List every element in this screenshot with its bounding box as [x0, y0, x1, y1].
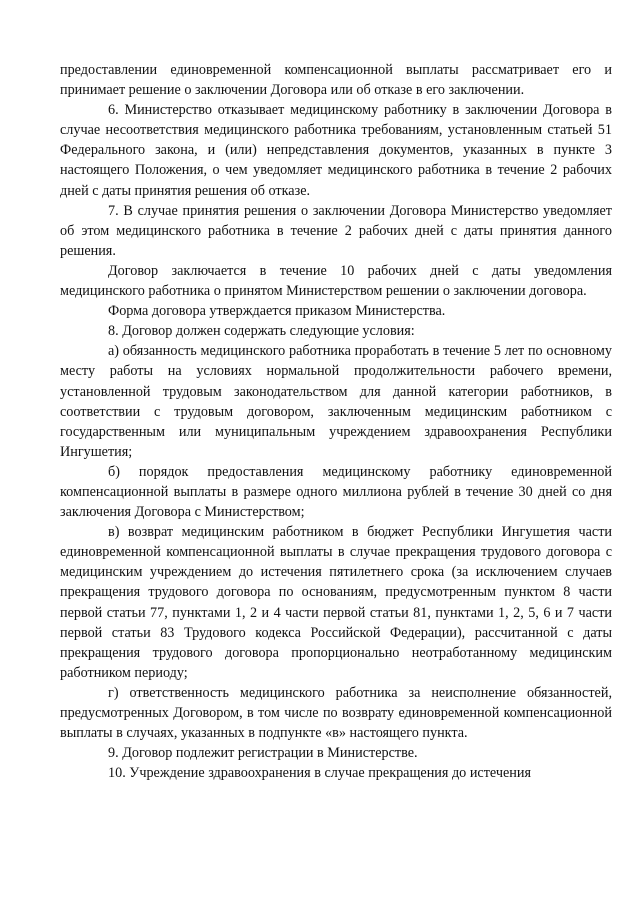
paragraph-continuation: предоставлении единовременной компенсационной выплаты рассматривает его и принимает решение о заключении Договора или об отказе в его заключении.: [60, 62, 612, 99]
document-body: [60, 60, 612, 783]
condition-b: б) порядок предоставления медицинскому работнику единовременной компенсационной выплаты в размере одного миллиона рублей в течение 30 дней со дня заключения Договора с Министерством;: [60, 463, 612, 521]
paragraph-7-notification: 7. В случае принятия решения о заключении Договора Министерство уведомляет об этом медицинского работника в течение 2 рабочих дней с даты принятия данного решения.: [60, 202, 612, 259]
paragraph-10-start: 10. Учреждение здравоохранения в случае прекращения до истечения: [108, 765, 531, 782]
paragraph-contract-term: Договор заключается в течение 10 рабочих дней с даты уведомления медицинского работника о принятом Министерством решении о заключении договора.: [60, 262, 612, 300]
condition-g: г) ответственность медицинского работника за неисполнение обязанностей, предусмотренных Договором, в том числе по возврату единовременной компенсационной выплаты в случаях, указанных в подпункте «в» настоящего пункта.: [60, 684, 612, 742]
paragraph-9-registration: 9. Договор подлежит регистрации в Министерстве.: [108, 745, 418, 762]
condition-a: а) обязанность медицинского работника проработать в течение 5 лет по основному месту работы на условиях нормальной продолжительности рабочего времени, установленной трудовым законодательством для данной категории работников, в соответствии с трудовым договором, заключенным медицинским работником с государственным или муниципальным учреждением здравоохранения Республики Ингушетия;: [60, 343, 612, 460]
paragraph-8-conditions: 8. Договор должен содержать следующие условия:: [108, 323, 415, 340]
paragraph-contract-form: Форма договора утверждается приказом Министерства.: [108, 303, 446, 320]
paragraph-6-refusal: 6. Министерство отказывает медицинскому работнику в заключении Договора в случае несоответствия медицинского работника требованиям, установленным статьей 51 Федерального закона, и (или) непредставления документов, указанных в пункте 3 настоящего Положения, о чем уведомляет медицинского работника в течение 2 рабочих дней с даты принятия решения об отказе.: [60, 102, 612, 199]
condition-v: в) возврат медицинским работником в бюджет Республики Ингушетия части единовременной компенсационной выплаты в случае прекращения трудового договора с медицинским учреждением до истечения пятилетнего срока (за исключением случаев прекращения трудового договора по основаниям, предусмотренным пунктом 8 части первой статьи 77, пунктами 1, 2 и 4 части первой статьи 81, пунктами 1, 2, 5, 6 и 7 части первой статьи 83 Трудового кодекса Российской Федерации), рассчитанной с даты прекращения трудового договора пропорционально неотработанному медицинским работником периоду;: [60, 524, 612, 681]
